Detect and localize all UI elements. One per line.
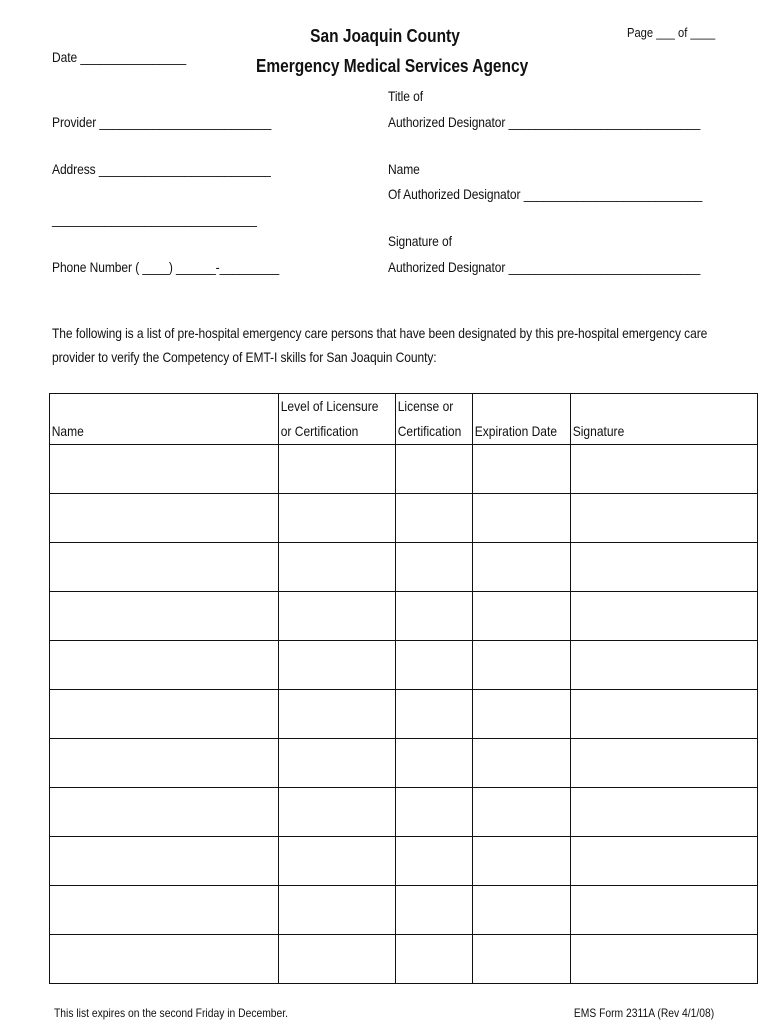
agency-name-title: Emergency Medical Services Agency (256, 56, 529, 76)
column-header-expiration-date: Expiration Date (472, 394, 571, 445)
licensure-level-cell[interactable] (279, 592, 396, 641)
name-cell[interactable] (50, 837, 279, 886)
signature-cell[interactable] (571, 641, 758, 690)
signature-cell[interactable] (571, 445, 758, 494)
name-cell[interactable] (50, 494, 279, 543)
signature-cell[interactable] (571, 494, 758, 543)
designator-name-field[interactable]: Of Authorized Designator ___________________________ (388, 186, 703, 202)
licensure-level-cell[interactable] (279, 837, 396, 886)
intro-text-line1: The following is a list of pre-hospital emergency care persons that have been designated by this pre-hospital emergency care (52, 325, 708, 341)
designator-signature-field[interactable]: Authorized Designator _____________________________ (388, 259, 701, 275)
license-certification-cell[interactable] (395, 739, 472, 788)
column-header-licensure-level: Level of Licensure or Certification (279, 394, 396, 445)
form-number: EMS Form 2311A (Rev 4/1/08) (573, 1006, 714, 1020)
expiration-date-cell[interactable] (472, 445, 571, 494)
expiration-date-cell[interactable] (472, 690, 571, 739)
license-certification-cell[interactable] (395, 690, 472, 739)
table-row (50, 739, 758, 788)
table-row (50, 494, 758, 543)
licensure-level-cell[interactable] (279, 494, 396, 543)
signature-cell[interactable] (571, 739, 758, 788)
table-row (50, 641, 758, 690)
name-label: Name (388, 161, 420, 177)
expiration-date-cell[interactable] (472, 592, 571, 641)
title-of-label: Title of (388, 88, 424, 104)
expiration-date-cell[interactable] (472, 494, 571, 543)
license-certification-cell[interactable] (395, 641, 472, 690)
phone-number-field[interactable]: Phone Number ( ____) ______-_________ (52, 259, 280, 275)
name-cell[interactable] (50, 886, 279, 935)
expiration-date-cell[interactable] (472, 935, 571, 984)
licensure-level-cell[interactable] (279, 788, 396, 837)
provider-field[interactable]: Provider __________________________ (52, 114, 272, 130)
table-row (50, 886, 758, 935)
license-certification-cell[interactable] (395, 886, 472, 935)
name-cell[interactable] (50, 788, 279, 837)
name-cell[interactable] (50, 445, 279, 494)
licensure-level-cell[interactable] (279, 690, 396, 739)
licensure-level-cell[interactable] (279, 543, 396, 592)
column-header-signature: Signature (571, 394, 758, 445)
name-cell[interactable] (50, 690, 279, 739)
table-row (50, 445, 758, 494)
table-header-row (50, 394, 758, 445)
expiration-note: This list expires on the second Friday in December. (54, 1006, 289, 1020)
address-line2-field[interactable]: _______________________________ (52, 211, 257, 227)
table-row (50, 935, 758, 984)
designator-title-field[interactable]: Authorized Designator _____________________________ (388, 114, 701, 130)
expiration-date-cell[interactable] (472, 788, 571, 837)
expiration-date-cell[interactable] (472, 886, 571, 935)
licensure-level-cell[interactable] (279, 445, 396, 494)
signature-of-label: Signature of (388, 233, 452, 249)
intro-text-line2: provider to verify the Competency of EMT-I skills for San Joaquin County: (52, 349, 437, 365)
signature-cell[interactable] (571, 886, 758, 935)
license-certification-cell[interactable] (395, 837, 472, 886)
name-cell[interactable] (50, 641, 279, 690)
licensure-level-cell[interactable] (279, 641, 396, 690)
signature-cell[interactable] (571, 543, 758, 592)
table-row (50, 592, 758, 641)
name-cell[interactable] (50, 543, 279, 592)
expiration-date-cell[interactable] (472, 837, 571, 886)
signature-cell[interactable] (571, 837, 758, 886)
license-certification-cell[interactable] (395, 445, 472, 494)
date-field[interactable]: Date ________________ (52, 49, 187, 65)
agency-county-title: San Joaquin County (310, 26, 460, 46)
signature-cell[interactable] (571, 592, 758, 641)
license-certification-cell[interactable] (395, 788, 472, 837)
license-certification-cell[interactable] (395, 592, 472, 641)
name-cell[interactable] (50, 739, 279, 788)
expiration-date-cell[interactable] (472, 739, 571, 788)
signature-cell[interactable] (571, 690, 758, 739)
licensure-level-cell[interactable] (279, 886, 396, 935)
name-cell[interactable] (50, 592, 279, 641)
license-certification-cell[interactable] (395, 935, 472, 984)
expiration-date-cell[interactable] (472, 641, 571, 690)
licensure-level-cell[interactable] (279, 739, 396, 788)
table-row (50, 788, 758, 837)
license-certification-cell[interactable] (395, 494, 472, 543)
table-row (50, 837, 758, 886)
signature-cell[interactable] (571, 935, 758, 984)
name-cell[interactable] (50, 935, 279, 984)
column-header-license-certification: License or Certification (395, 394, 472, 445)
expiration-date-cell[interactable] (472, 543, 571, 592)
column-header-name: Name (50, 394, 279, 445)
licensure-level-cell[interactable] (279, 935, 396, 984)
address-field[interactable]: Address __________________________ (52, 161, 271, 177)
designated-persons-table (49, 393, 758, 984)
page-number-field[interactable]: Page ___ of ____ (627, 25, 716, 40)
table-row (50, 690, 758, 739)
license-certification-cell[interactable] (395, 543, 472, 592)
signature-cell[interactable] (571, 788, 758, 837)
table-row (50, 543, 758, 592)
